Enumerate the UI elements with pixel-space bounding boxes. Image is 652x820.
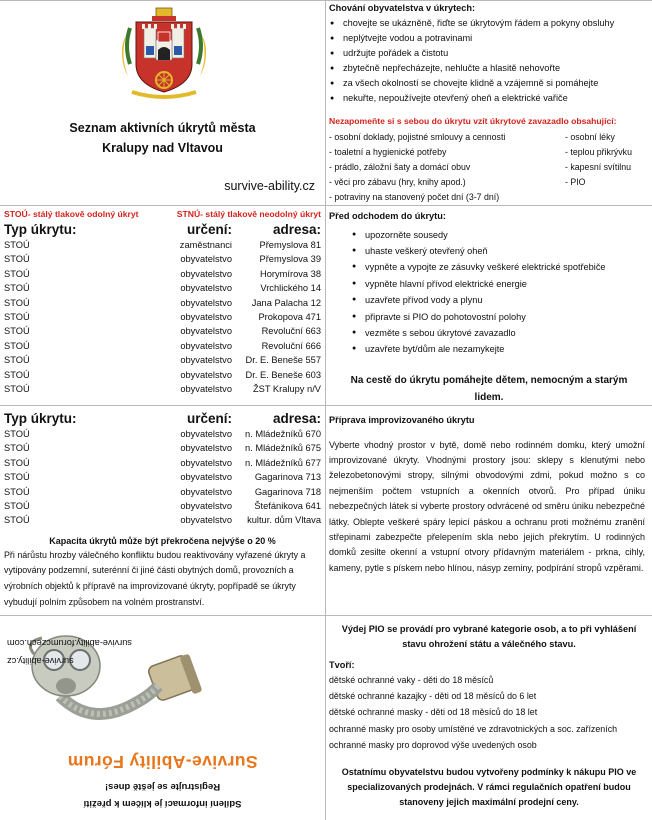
pio-forms-heading: Tvoří:	[329, 660, 355, 670]
cell-type: STOÚ	[4, 283, 30, 294]
cell-purpose: obyvatelstvo	[180, 326, 232, 337]
legend-stou: STOÚ- stálý tlakově odolný úkryt	[4, 209, 139, 219]
cell-address: Jana Palacha 12	[251, 297, 321, 308]
list-item: ● vezměte s sebou úkrytové zavazadlo	[351, 325, 649, 341]
table-row	[0, 382, 325, 396]
list-item: dětské ochranné kazajky - děti od 18 měsíců do 6 let	[329, 691, 537, 702]
cell-type: STOÚ	[4, 443, 30, 454]
cell-type: STOÚ	[4, 515, 30, 526]
cell-address: ŽST Kralupy n/V	[252, 383, 321, 394]
before-heading: Před odchodem do úkrytu:	[329, 211, 446, 221]
forum-title: Survive-Ability Fórum	[67, 752, 258, 772]
header-address: adresa:	[272, 411, 321, 426]
remember-heading: Nezapomeňte si s sebou do úkrytu vzít úkrytové zavazadlo obsahující:	[329, 115, 617, 126]
table-row	[0, 513, 325, 527]
header-type: Typ úkrytu:	[4, 222, 77, 237]
table-row	[0, 427, 325, 441]
behaviour-cell	[329, 2, 649, 202]
cell-type: STOÚ	[4, 383, 30, 394]
header-type: Typ úkrytu:	[4, 411, 77, 426]
cell-address: Gagarinova 713	[254, 472, 321, 483]
list-item: - prádlo, záložní šaty a domácí obuv	[329, 162, 471, 173]
cell-purpose: obyvatelstvo	[180, 383, 232, 394]
list-item: ochranné masky pro doprovod výše uvedených osob	[329, 739, 537, 750]
shelter-table-2	[0, 427, 325, 528]
coat-of-arms-icon	[118, 6, 210, 102]
cell-address: Revoluční 666	[261, 340, 321, 351]
cell-type: STOÚ	[4, 254, 30, 265]
list-item: ochranné masky pro osoby umístěné ve zdravotnických a soc. zařízeních	[329, 723, 618, 734]
cell-purpose: obyvatelstvo	[180, 355, 232, 366]
cell-purpose: obyvatelstvo	[180, 486, 232, 497]
legend-stnu: STNÚ- stálý tlakově neodolný úkryt	[176, 209, 321, 219]
cell-address: Revoluční 663	[261, 326, 321, 337]
cell-address: Prokopova 471	[258, 311, 321, 322]
list-item: ● uhaste veškerý otevřený oheň	[351, 243, 649, 259]
cell-purpose: obyvatelstvo	[180, 457, 232, 468]
cell-address: Vrchlického 14	[260, 283, 321, 294]
cell-type: STOÚ	[4, 297, 30, 308]
cell-purpose: obyvatelstvo	[180, 283, 232, 294]
forum-slogans	[0, 778, 325, 812]
improvised-cell	[329, 414, 645, 612]
cell-type: STOÚ	[4, 472, 30, 483]
cell-address: n. Mládežníků 670	[245, 429, 321, 439]
table-row	[0, 238, 325, 252]
cell-address: Gagarinova 718	[254, 486, 321, 497]
cell-address: n. Mládežníků 677	[245, 457, 321, 468]
list-item: - osobní léky	[565, 132, 615, 143]
cell-purpose: obyvatelstvo	[180, 500, 232, 511]
table-row	[0, 252, 325, 266]
list-item: ● upozorněte sousedy	[351, 227, 649, 243]
capacity-heading: Kapacita úkrytů může být překročena nejvýše o 20 %	[49, 535, 276, 546]
shelter-list-1	[0, 206, 325, 405]
pio-heading: Výdej PIO se provádí pro vybrané kategorie osob, a to při vyhlášení stavu ohrožení státu a válečného stavu.	[341, 624, 637, 649]
table-row	[0, 310, 325, 324]
cell-purpose: obyvatelstvo	[180, 254, 232, 265]
cell-purpose: obyvatelstvo	[180, 429, 232, 439]
shelter-table-1	[0, 238, 325, 396]
list-item: - věci pro zábavu (hry, knihy apod.)	[329, 177, 466, 188]
cell-address: Přemyslova 81	[259, 240, 321, 250]
list-item: ● vypněte a vypojte ze zásuvky veškeré elektrické spotřebiče	[351, 259, 649, 275]
behaviour-list	[329, 16, 649, 106]
table-row	[0, 281, 325, 295]
pio-footer: Ostatnímu obyvatelstvu budou vytvořeny podmínky k nákupu PIO ve specializovaných prodejnách. V rámci regulačních opatření budou stanoveny jejich maximální prodejní ceny.	[341, 767, 637, 808]
cell-type: STOÚ	[4, 369, 30, 380]
cell-type: STOÚ	[4, 340, 30, 351]
table-row	[0, 470, 325, 484]
title-line-1: Seznam aktivních úkrytů města	[69, 121, 256, 135]
behaviour-heading: Chování obyvatelstva v úkrytech:	[329, 3, 476, 13]
improvised-heading: Příprava improvizovaného úkrytu	[329, 415, 475, 425]
cell-address: Štefánikova 641	[254, 500, 321, 511]
table-header	[0, 221, 325, 238]
cell-purpose: obyvatelstvo	[180, 268, 232, 279]
row-divider-2	[0, 405, 652, 406]
pio-cell	[329, 622, 649, 818]
table-row	[0, 267, 325, 281]
table-row	[0, 441, 325, 455]
cell-purpose: obyvatelstvo	[180, 297, 232, 308]
list-item: - PIO	[565, 177, 586, 188]
forum-text-block	[0, 616, 325, 820]
title-cell	[0, 0, 325, 205]
shelter-list-2	[0, 410, 325, 615]
remember-right-list	[565, 130, 649, 190]
cell-address: kultur. dům Vltava	[247, 515, 321, 526]
list-item: ● chovejte se ukázněně, řiďte se úkrytovým řádem a pokyny obsluhy	[329, 16, 649, 31]
list-item: - potraviny na stanovený počet dní (3-7 dní)	[329, 192, 500, 202]
cell-type: STOÚ	[4, 500, 30, 511]
title-line-2: Kralupy nad Vltavou	[102, 141, 223, 155]
site-url: survive-ability.cz	[224, 179, 315, 193]
list-item: dětské ochranné vaky - děti do 18 měsíců	[329, 675, 494, 685]
table-row	[0, 499, 325, 513]
cell-type: STOÚ	[4, 268, 30, 279]
pio-forms-list	[329, 672, 649, 753]
cell-purpose: zaměstnanci	[179, 240, 232, 250]
cell-purpose: obyvatelstvo	[180, 311, 232, 322]
cell-purpose: obyvatelstvo	[180, 472, 232, 483]
table-row	[0, 368, 325, 382]
capacity-text: Při nárůstu hrozby válečného konfliktu budou reaktivovány vyřazené úkryty a vytipovány podzemní, suterénní či jiné části obytných domů, provozních a výrobních objektů k přípravě na improvizované úkryty, popřípadě se úkryty vybudují polním způsobem na volném prostranství.	[4, 549, 306, 607]
list-item: - osobní doklady, pojistné smlouvy a cennosti	[329, 132, 506, 143]
cell-type: STOÚ	[4, 486, 30, 497]
cell-type: STOÚ	[4, 355, 30, 366]
header-address: adresa:	[272, 222, 321, 237]
table-row	[0, 296, 325, 310]
table-row	[0, 485, 325, 499]
cell-purpose: obyvatelstvo	[180, 443, 232, 454]
cell-type: STOÚ	[4, 457, 30, 468]
table-row	[0, 353, 325, 367]
header-purpose: určení:	[186, 222, 232, 237]
header-purpose: určení:	[186, 411, 232, 426]
table-header	[0, 410, 325, 427]
forum-ad	[0, 616, 325, 820]
before-list	[351, 227, 649, 358]
cell-address: n. Mládežníků 675	[245, 443, 321, 454]
list-item: dětské ochranné masky - děti od 18 měsíců do 18 let	[329, 707, 538, 718]
table-row	[0, 456, 325, 470]
column-divider	[325, 0, 326, 820]
forum-url-1[interactable]: survive-ability.forumczech.com	[7, 638, 132, 648]
cell-type: STOÚ	[4, 311, 30, 322]
cell-purpose: obyvatelstvo	[180, 369, 232, 380]
list-item: ● uzavřete přívod vody a plynu	[351, 292, 649, 308]
cell-purpose: obyvatelstvo	[180, 340, 232, 351]
list-item: ● udržujte pořádek a čistotu	[329, 46, 649, 61]
before-note: Na cestě do úkrytu pomáhejte dětem, nemocným a starým lidem.	[350, 374, 628, 403]
table-row	[0, 324, 325, 338]
list-item: ● zbytečně nepřecházejte, nehlučte a hlasitě nehovořte	[329, 61, 649, 76]
list-item: - kapesní svítilnu	[565, 162, 632, 173]
forum-slogan-1: Registrujte se ještě dnes!	[104, 781, 221, 792]
list-item: ● vypněte hlavní přívod elektrické energie	[351, 276, 649, 292]
list-item: ● připravte si PIO do pohotovostní polohy	[351, 309, 649, 325]
cell-type: STOÚ	[4, 429, 30, 439]
before-cell	[329, 210, 649, 405]
cell-type: STOÚ	[4, 326, 30, 337]
cell-type: STOÚ	[4, 240, 30, 250]
cell-address: Horymírova 38	[260, 268, 321, 279]
table-row	[0, 339, 325, 353]
forum-url-2[interactable]: survive-ability.cz	[7, 656, 74, 666]
remember-left-list	[329, 130, 563, 202]
list-item: ● nekuřte, nepoužívejte otevřený oheň a elektrické vařiče	[329, 91, 649, 106]
forum-slogan-2: Sdílení informací je klíčem k přežití	[83, 798, 242, 809]
cell-address: Dr. E. Beneše 557	[245, 355, 321, 366]
list-item: ● za všech okolností se chovejte klidně a vzájemně si pomáhejte	[329, 76, 649, 91]
list-item: ● uzavřete byt/dům ale nezamykejte	[351, 341, 649, 357]
legend	[0, 206, 325, 221]
list-item: ● neplýtvejte vodou a potravinami	[329, 31, 649, 46]
cell-address: Přemyslova 39	[259, 254, 321, 265]
list-item: - teplou přikrývku	[565, 147, 632, 158]
forum-urls	[7, 634, 243, 670]
page-title	[0, 118, 325, 158]
cell-purpose: obyvatelstvo	[180, 515, 232, 526]
improvised-text: Vyberte vhodný prostor v bytě, domě nebo rodinném domku, který umožní improvizované úkryty. Vhodnými prostory jsou: sklepy s klenutými nebo železobetonovými stropy, silnými obvodovými zdmi, pokud možno s co nejmenším počtem vstupních a okenních otvorů. Pro případ úniku nebezpečných látek si vyberte prostory odvrácené od směru úniku nebezpečné látky. Oblepte veškeré spáry lepicí páskou a ochranu proti možnému zranění střepinami zabezpečte přelepením skla nebo jejich překrytím. U rodinných domků zesilte okenní a vstupní otvory přídavným materiálem - prkna, cihly, kameny, pytle s pískem nebo hlínou, násyp zeminy, podpírání stropů vzpěrami.	[329, 439, 645, 573]
list-item: - toaletní a hygienické potřeby	[329, 147, 447, 158]
cell-address: Dr. E. Beneše 603	[245, 369, 321, 380]
